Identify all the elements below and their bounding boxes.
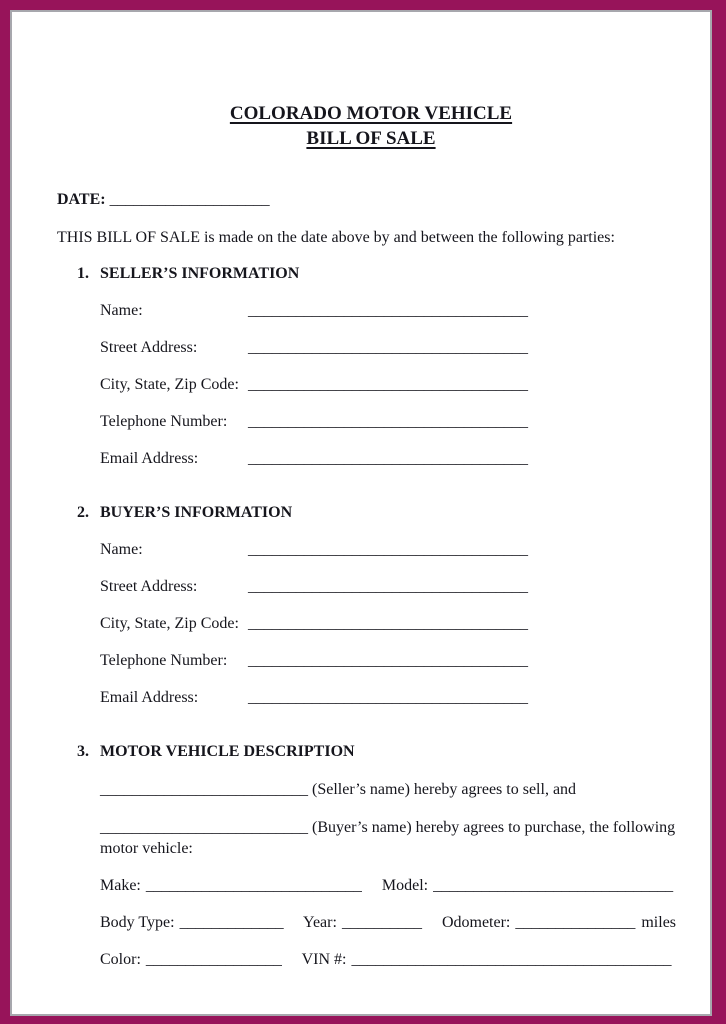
seller-name-label: Name:: [100, 302, 143, 319]
section-2-title: BUYER’S INFORMATION: [100, 504, 293, 521]
vin-label: VIN #:: [301, 951, 347, 968]
seller-telephone-row: [100, 411, 685, 432]
make-label: Make:: [100, 877, 141, 894]
buyer-street-address-label: Street Address:: [100, 578, 198, 595]
seller-city-state-zip-blank-line: ___________________________________: [248, 376, 528, 393]
section-1-number: 1.: [77, 265, 89, 282]
color-blank-line: _________________: [145, 951, 282, 968]
seller-street-address-row: [100, 337, 685, 358]
intro-text: THIS BILL OF SALE is made on the date above by and between the following parties:: [57, 229, 615, 246]
date-label: DATE:: [57, 191, 106, 208]
buyer-telephone-row: [100, 650, 685, 671]
year-blank-line: __________: [341, 914, 422, 931]
seller-name-row: [100, 300, 685, 321]
title-line-2: BILL OF SALE: [306, 128, 436, 149]
buyer-email-label: Email Address:: [100, 689, 199, 706]
title-line-1: COLORADO MOTOR VEHICLE: [229, 103, 513, 124]
odometer-label: Odometer:: [441, 914, 511, 931]
buyer-email-blank-line: ___________________________________: [248, 689, 528, 706]
buyer-name-label: Name:: [100, 541, 143, 558]
section-motor-vehicle-description: [57, 741, 685, 970]
seller-telephone-blank-line: ___________________________________: [248, 413, 528, 430]
seller-city-state-zip-label: City, State, Zip Code:: [100, 376, 239, 393]
vin-blank-line: ________________________________________: [351, 951, 672, 968]
make-blank-line: ___________________________: [145, 877, 362, 894]
color-vin-row: [100, 949, 685, 970]
buyer-city-state-zip-label: City, State, Zip Code:: [100, 615, 239, 632]
document-title: [57, 101, 685, 151]
body-type-label: Body Type:: [100, 914, 175, 931]
seller-email-label: Email Address:: [100, 450, 199, 467]
seller-city-state-zip-row: [100, 374, 685, 395]
buyer-street-address-blank-line: ___________________________________: [248, 578, 528, 595]
seller-telephone-label: Telephone Number:: [100, 413, 228, 430]
section-seller-information: [57, 263, 685, 469]
document-page: [10, 10, 712, 1016]
buyer-agrees-text: (Buyer’s name) hereby agrees to purchase, the following: [312, 819, 676, 836]
seller-agrees-text: (Seller’s name) hereby agrees to sell, and: [312, 781, 577, 798]
buyer-email-row: [100, 687, 685, 708]
year-label: Year:: [303, 914, 337, 931]
date-blank-line: ____________________: [109, 191, 270, 208]
model-label: Model:: [381, 877, 429, 894]
buyer-telephone-blank-line: ___________________________________: [248, 652, 528, 669]
section-1-header: [57, 263, 685, 284]
section-3-header: [57, 741, 685, 762]
buyer-name-blank: __________________________: [100, 819, 308, 836]
section-2-header: [57, 502, 685, 523]
seller-street-address-blank-line: ___________________________________: [248, 339, 528, 356]
buyer-name-row: [100, 539, 685, 560]
model-blank-line: ______________________________: [433, 877, 674, 894]
seller-name-blank: __________________________: [100, 781, 308, 798]
seller-street-address-label: Street Address:: [100, 339, 198, 356]
section-3-number: 3.: [77, 743, 89, 760]
section-1-title: SELLER’S INFORMATION: [100, 265, 300, 282]
odometer-miles-suffix: miles: [641, 914, 677, 931]
body-year-odometer-row: [100, 912, 685, 933]
date-row: [57, 189, 685, 210]
section-buyer-information: [57, 502, 685, 708]
section-2-number: 2.: [77, 504, 89, 521]
buyer-city-state-zip-blank-line: ___________________________________: [248, 615, 528, 632]
body-type-blank-line: _____________: [179, 914, 284, 931]
make-model-row: [100, 875, 685, 896]
seller-name-blank-line: ___________________________________: [248, 302, 528, 319]
buyer-telephone-label: Telephone Number:: [100, 652, 228, 669]
buyer-city-state-zip-row: [100, 613, 685, 634]
buyer-name-blank-line: ___________________________________: [248, 541, 528, 558]
section-3-title: MOTOR VEHICLE DESCRIPTION: [100, 743, 355, 760]
seller-email-row: [100, 448, 685, 469]
color-label: Color:: [100, 951, 141, 968]
seller-email-blank-line: ___________________________________: [248, 450, 528, 467]
buyer-agrees-text-continued: motor vehicle:: [100, 840, 193, 857]
buyer-agrees-paragraph: [100, 817, 685, 859]
odometer-blank-line: _______________: [515, 914, 636, 931]
buyer-street-address-row: [100, 576, 685, 597]
seller-agrees-paragraph: [100, 779, 685, 800]
